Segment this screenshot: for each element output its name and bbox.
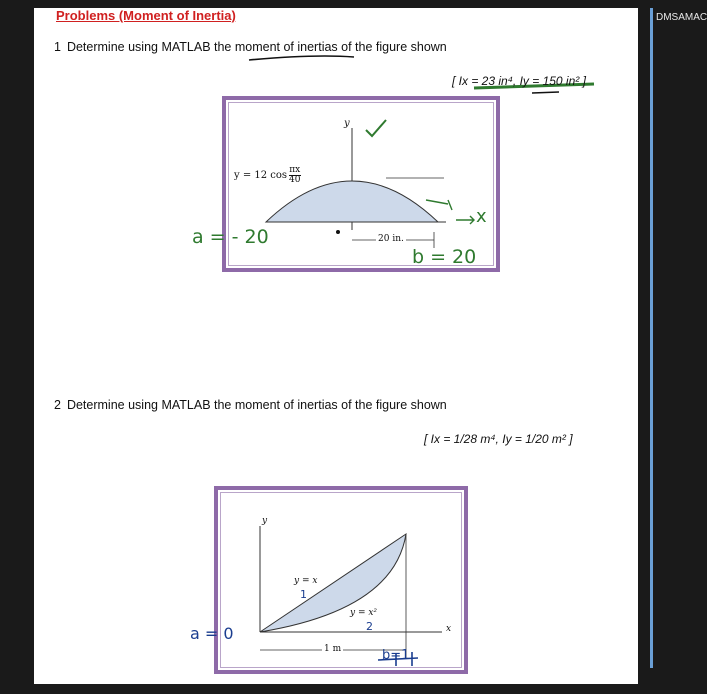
figure-2-hw-1: 1	[300, 588, 307, 601]
figure-2-axis-x: x	[446, 624, 452, 634]
figure-2-axis-y: y	[262, 516, 268, 526]
problem-1-hw-a: a = - 20	[192, 226, 269, 248]
figure-1-hw-x: x	[476, 206, 487, 227]
problem-2-hw-a: a = 0	[190, 624, 234, 643]
problem-2-number: 2	[54, 398, 61, 412]
problem-1-answer: [ Ix = 23 in⁴, Iy = 150 in² ]	[452, 74, 586, 88]
sidebar-divider	[650, 8, 653, 668]
sidebar-label: DMSAMAC	[656, 12, 707, 23]
figure-2-dimension: 1 m	[324, 644, 342, 654]
document-page	[34, 8, 638, 684]
figure-2-curve-1-label: y = x	[294, 576, 318, 586]
figure-2-hw-2: 2	[366, 620, 373, 633]
problem-2-answer: [ Ix = 1/28 m⁴, Iy = 1/20 m² ]	[424, 432, 573, 446]
figure-1-equation	[234, 166, 301, 185]
figure-1-axis-y: y	[344, 118, 350, 129]
page-title: Problems (Moment of Inertia)	[56, 8, 236, 23]
right-sidebar	[646, 0, 707, 694]
problem-1-hw-b: b = 20	[412, 246, 477, 268]
problem-2-text: Determine using MATLAB the moment of inertias of the figure shown	[66, 398, 447, 412]
problem-2	[54, 398, 447, 412]
problem-1-text: Determine using MATLAB the moment of inertias of the figure shown	[66, 40, 447, 54]
problem-1-number: 1	[54, 40, 61, 54]
fraction-top: πx	[289, 165, 301, 175]
problem-2-figure	[214, 486, 468, 674]
equation-fraction	[289, 166, 300, 185]
figure-1-dimension: 20 in.	[378, 234, 404, 244]
figure-2-drawing	[218, 490, 472, 678]
equation-left: y = 12 cos	[234, 170, 288, 181]
figure-2-curve-2-label: y = x²	[350, 608, 378, 618]
problem-2-hw-b: b=1	[382, 648, 410, 663]
fraction-bottom: 40	[289, 175, 301, 185]
